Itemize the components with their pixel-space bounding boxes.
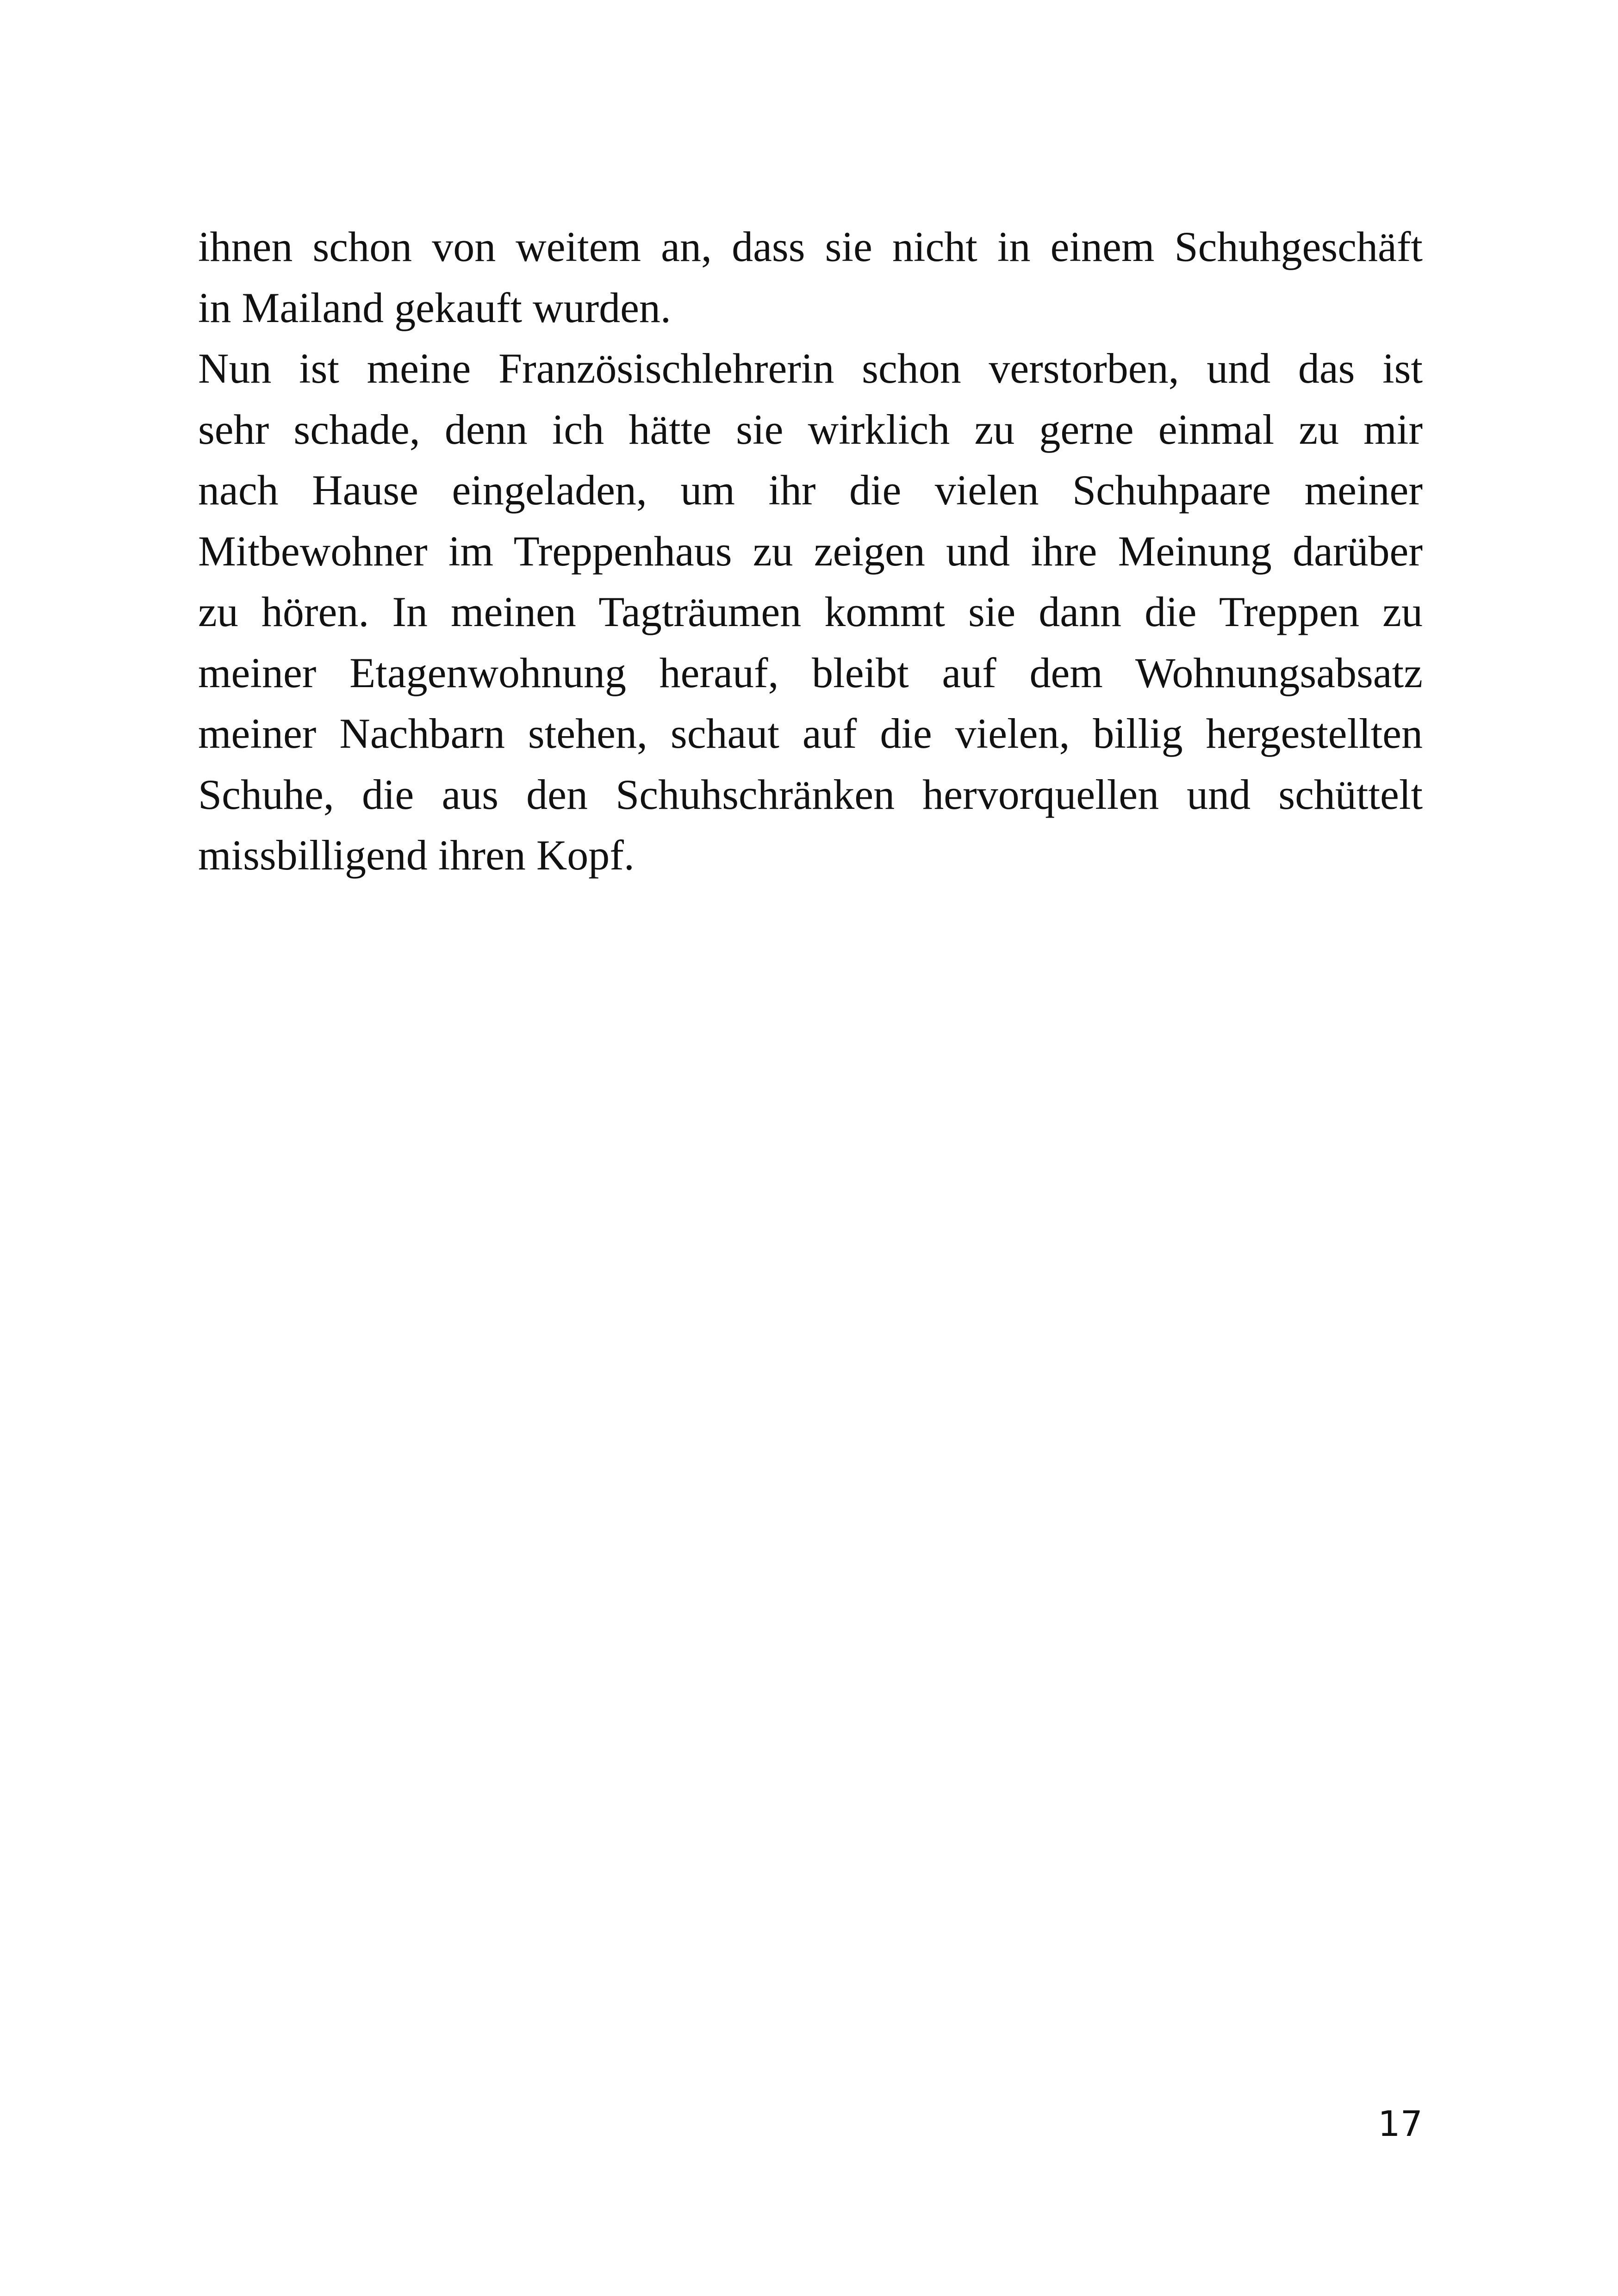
text-line: Schuhe, die aus den Schuhschränken hervorquellen und schüttelt — [198, 770, 1423, 818]
text-line: ihnen schon von weitem an, dass sie nicht in einem Schuhgeschäft — [198, 223, 1423, 270]
text-line: Mitbewohner im Treppenhaus zu zeigen und ihre Meinung darüber — [198, 527, 1423, 575]
text-line: sehr schade, denn ich hätte sie wirklich zu gerne einmal zu mir — [198, 405, 1423, 453]
text-line: zu hören. In meinen Tagträumen kommt sie dann die Treppen zu — [198, 588, 1423, 635]
page-number: 17 — [1378, 2103, 1423, 2144]
text-line: Nun ist meine Französischlehrerin schon verstorben, und das ist — [198, 345, 1423, 392]
paragraph-2 — [198, 338, 1423, 886]
body-text — [198, 217, 1423, 886]
text-line: nach Hause eingeladen, um ihr die vielen Schuhpaare meiner — [198, 466, 1423, 514]
text-line: meiner Nachbarn stehen, schaut auf die vielen, billig hergestellten — [198, 710, 1423, 757]
text-line: missbilligend ihren Kopf. — [198, 832, 635, 879]
text-line: in Mailand gekauft wurden. — [198, 284, 671, 331]
text-line: meiner Etagenwohnung herauf, bleibt auf dem Wohnungsabsatz — [198, 649, 1423, 696]
paragraph-1 — [198, 217, 1423, 338]
